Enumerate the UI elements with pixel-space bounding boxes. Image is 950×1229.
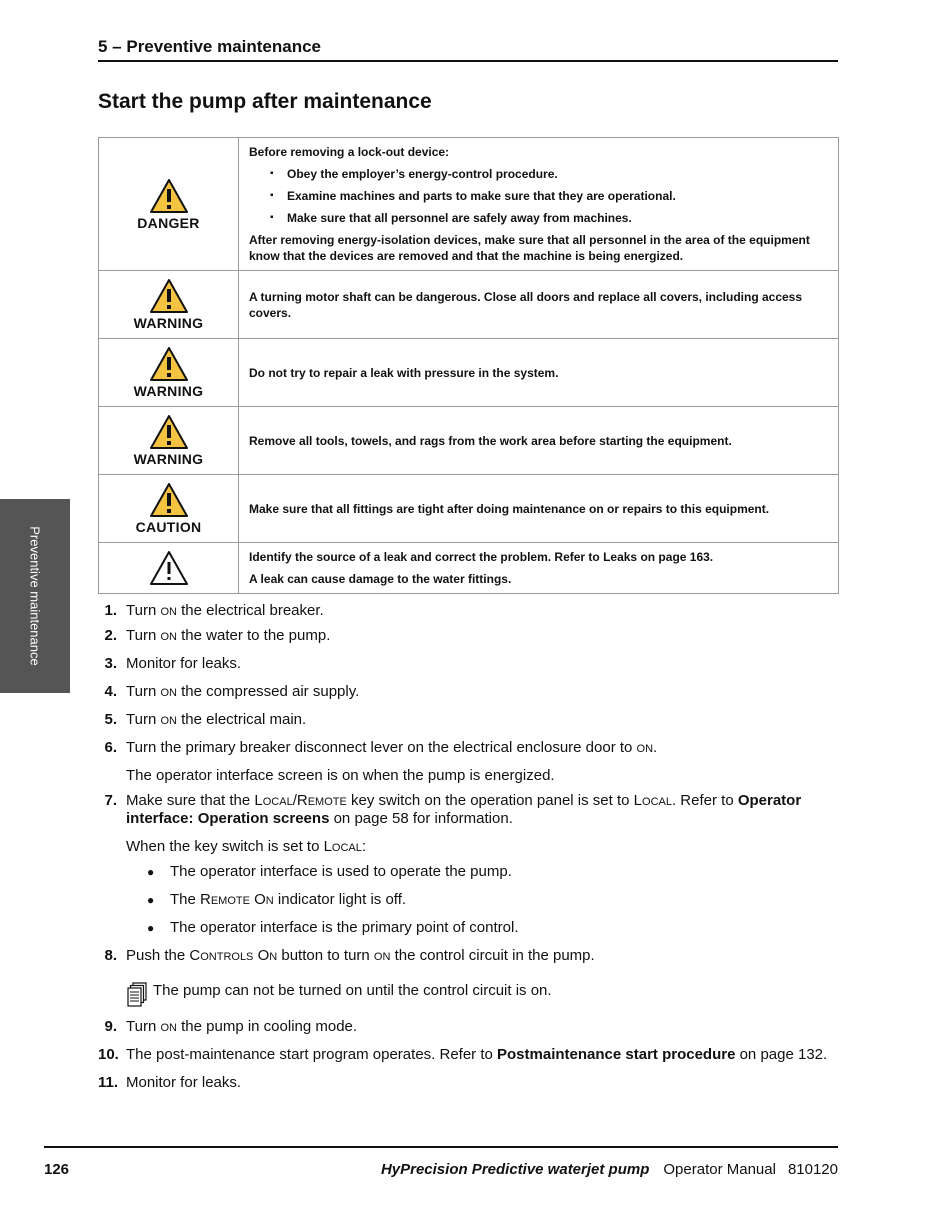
cross-reference: Postmaintenance start procedure	[497, 1046, 736, 1063]
product-name: HyPrecision Predictive waterjet pump	[380, 1161, 650, 1178]
hazard-message	[239, 138, 839, 271]
step-7	[98, 792, 816, 828]
hazard-symbol-cell	[99, 475, 239, 543]
step-text: .	[653, 739, 658, 756]
footer-document-info	[381, 1161, 838, 1178]
step-2	[98, 627, 330, 645]
step-term: Local/Remote	[254, 792, 347, 809]
signal-word: CAUTION	[135, 519, 202, 535]
signal-word: WARNING	[133, 451, 204, 467]
step-number: 8.	[104, 947, 117, 964]
list-item: ▪ Examine machines and parts to make sure that they are operational.	[287, 188, 828, 204]
running-header	[98, 36, 838, 62]
hazard-message: Remove all tools, towels, and rags from the work area before starting the equipment.	[239, 407, 839, 475]
warning-triangle-yellow-icon	[149, 346, 189, 382]
warning-triangle-outline-icon	[149, 550, 189, 586]
hazard-row-warning	[99, 407, 839, 475]
step-1	[98, 602, 324, 620]
hazard-symbol-cell	[99, 339, 239, 407]
step-text: Monitor for leaks.	[126, 655, 242, 672]
hazard-row-notice	[99, 543, 839, 594]
document-type: Operator Manual	[663, 1161, 776, 1178]
step-7-condition	[98, 838, 366, 856]
step-number: 2.	[104, 627, 117, 644]
step-number: 11.	[98, 1074, 119, 1091]
signal-word: WARNING	[133, 315, 204, 331]
step-number: 10.	[98, 1046, 119, 1063]
step-text: Monitor for leaks.	[126, 1074, 242, 1091]
step-text: When the key switch is set to	[126, 838, 324, 855]
hazard-line: Identify the source of a leak and correct the problem. Refer to Leaks on page 163.	[249, 550, 714, 564]
note	[98, 982, 552, 1000]
note-pages-icon	[126, 982, 148, 1008]
step-text: Turn the primary breaker disconnect lever on the electrical enclosure door to	[126, 739, 637, 756]
hazard-symbol-cell	[99, 543, 239, 594]
step-6	[98, 739, 657, 757]
step-number: 5.	[104, 711, 117, 728]
page-title: Start the pump after maintenance	[98, 90, 432, 113]
cross-reference: Operator interface: Operation screens	[126, 792, 802, 827]
step-term: on	[160, 627, 177, 644]
hazard-message: Make sure that all fittings are tight after doing maintenance on or repairs to this equipment.	[239, 475, 839, 543]
step-text: button to turn	[277, 947, 374, 964]
hazard-symbol-cell	[99, 138, 239, 271]
step-text: key switch on the operation panel is set to	[346, 792, 634, 809]
hazard-row-caution	[99, 475, 839, 543]
step-term: on	[373, 947, 391, 964]
step-term: Controls On	[189, 947, 278, 964]
step-text: Turn	[126, 683, 161, 700]
hazard-message: A turning motor shaft can be dangerous. Close all doors and replace all covers, including access covers.	[239, 271, 839, 339]
hazard-row-warning	[99, 271, 839, 339]
step-text: on page 132.	[735, 1046, 828, 1063]
hazard-symbol-cell	[99, 407, 239, 475]
list-item	[98, 891, 406, 909]
hazard-table	[98, 137, 839, 594]
step-number: 7.	[104, 792, 117, 809]
step-term: on	[160, 711, 177, 728]
step-text: the pump in cooling mode.	[176, 1018, 358, 1035]
step-term: Remote On	[200, 891, 274, 908]
step-11	[98, 1074, 241, 1092]
step-text: the water to the pump.	[176, 627, 331, 644]
step-9	[98, 1018, 357, 1036]
step-text: Push the	[126, 947, 190, 964]
section-title: 5 – Preventive maintenance	[98, 37, 322, 56]
step-3	[98, 655, 241, 673]
step-text: The	[170, 891, 201, 908]
step-term: on	[636, 739, 654, 756]
step-term: on	[160, 602, 177, 619]
hazard-bullets	[249, 166, 828, 226]
warning-triangle-yellow-icon	[149, 482, 189, 518]
hazard-message	[239, 543, 839, 594]
step-text: the compressed air supply.	[176, 683, 360, 700]
warning-triangle-yellow-icon	[149, 278, 189, 314]
hazard-row-danger	[99, 138, 839, 271]
warning-triangle-yellow-icon	[149, 414, 189, 450]
step-number: 6.	[104, 739, 117, 756]
step-10	[98, 1046, 827, 1064]
step-text: on page 58 for information.	[329, 810, 513, 827]
hazard-outro: After removing energy-isolation devices, make sure that all personnel in the area of the equipment know that the devices are removed and that the machine is being energized.	[249, 233, 810, 263]
step-text: the control circuit in the pump.	[390, 947, 595, 964]
part-number: 810120	[787, 1161, 838, 1178]
note-text: The pump can not be turned on until the control circuit is on.	[153, 982, 552, 999]
signal-word: WARNING	[133, 383, 204, 399]
step-number: 4.	[104, 683, 117, 700]
page-number: 126	[44, 1161, 70, 1178]
hazard-symbol-cell	[99, 271, 239, 339]
list-item: ▪ Make sure that all personnel are safely away from machines.	[287, 210, 828, 226]
step-text: The post-maintenance start program operates. Refer to	[126, 1046, 498, 1063]
step-text: indicator light is off.	[273, 891, 407, 908]
list-item: ● The operator interface is used to operate the pump.	[98, 863, 512, 881]
step-term: Local	[323, 838, 362, 855]
step-4	[98, 683, 359, 701]
step-text: Turn	[126, 1018, 161, 1035]
step-text: Turn	[126, 711, 161, 728]
step-8	[98, 947, 595, 965]
step-number: 1.	[104, 602, 117, 619]
side-tab	[0, 499, 70, 693]
step-text: the electrical main.	[176, 711, 307, 728]
step-text: . Refer to	[671, 792, 738, 809]
list-item: ● The operator interface is the primary point of control.	[98, 919, 519, 937]
warning-triangle-yellow-icon	[149, 178, 189, 214]
side-tab-label: Preventive maintenance	[27, 526, 43, 666]
step-text: Make sure that the	[126, 792, 255, 809]
hazard-intro: Before removing a lock-out device:	[249, 145, 450, 159]
step-number: 3.	[104, 655, 117, 672]
page-footer	[44, 1146, 838, 1178]
step-text: :	[361, 838, 367, 855]
step-text: the electrical breaker.	[176, 602, 324, 619]
hazard-row-warning	[99, 339, 839, 407]
step-number: 9.	[104, 1018, 117, 1035]
step-5	[98, 711, 306, 729]
step-6-result: The operator interface screen is on when the pump is energized.	[126, 767, 555, 784]
step-text: Turn	[126, 602, 161, 619]
signal-word: DANGER	[137, 214, 200, 231]
hazard-line: A leak can cause damage to the water fittings.	[249, 572, 512, 586]
step-term: on	[160, 1018, 177, 1035]
hazard-message: Do not try to repair a leak with pressure in the system.	[239, 339, 839, 407]
step-text: Turn	[126, 627, 161, 644]
list-item: ▪ Obey the employer’s energy-control procedure.	[287, 166, 828, 182]
step-term: on	[160, 683, 177, 700]
step-term: Local	[633, 792, 672, 809]
